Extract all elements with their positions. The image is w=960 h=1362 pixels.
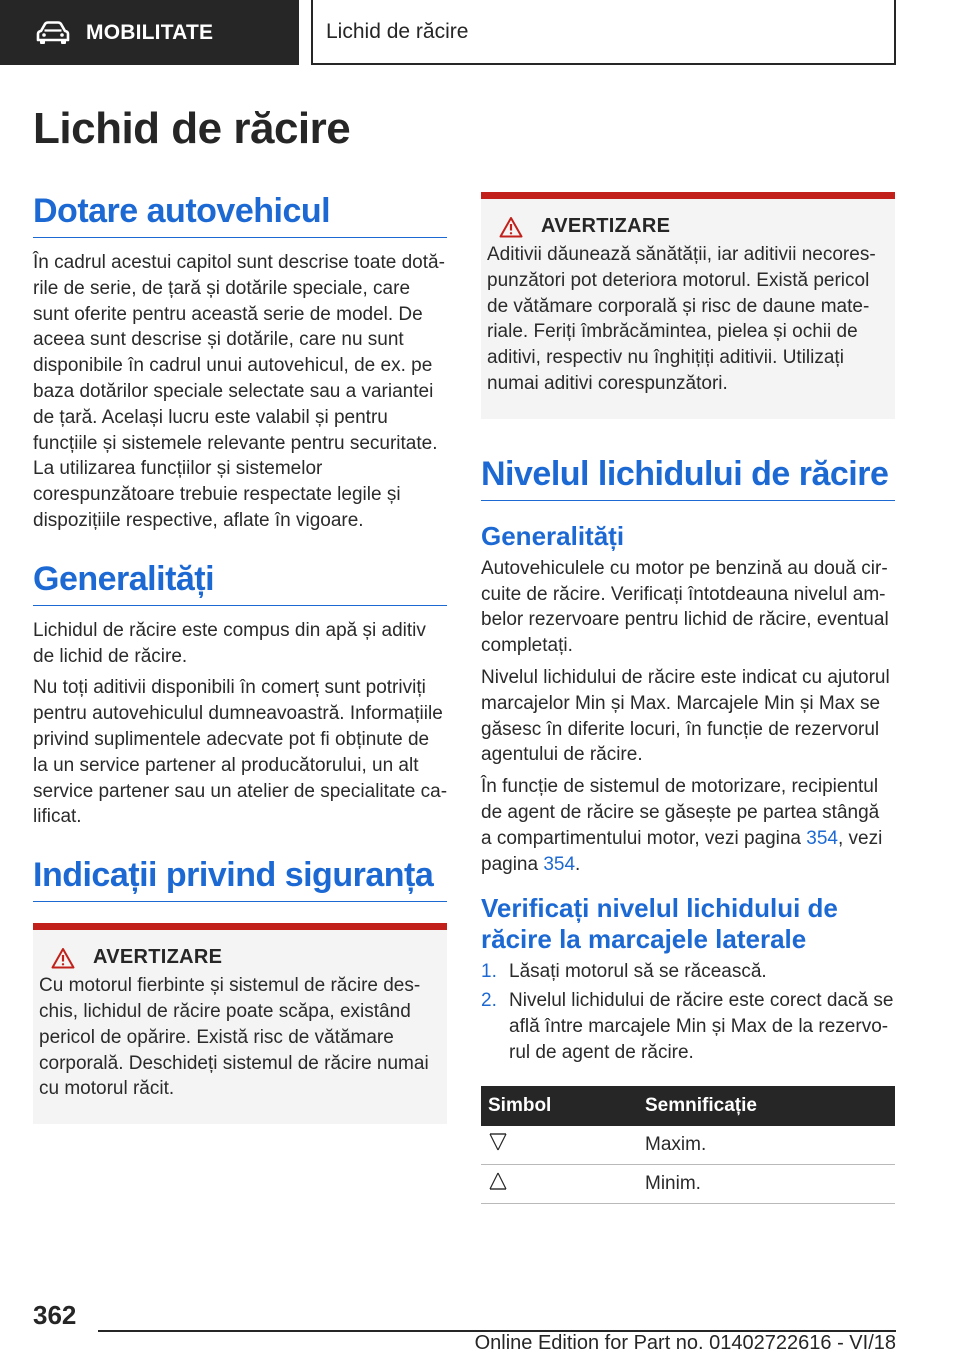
warning-text: Aditivii dăunează sănătății, iar aditivii necorespunzători pot deteriora motorul. Există pericol de vătămare corporală și risc de daune materiale. Feriți îmbrăcămintea, pielea și ochii de aditivi, respectiv nu înghițiți aditivii. Utilizați numai aditivi corespunzători. [487,244,876,394]
header-topic-label: Lichid de răcire [326,19,469,43]
warning-header [39,946,437,969]
page-number: 362 [33,1300,77,1330]
section-heading-siguranta: Indicații privind siguranța [33,852,447,902]
min-mark-icon [488,1171,508,1191]
subheading-verificare: Verificați nivelul lichidului de răcire la marcajele laterale [481,893,838,955]
subheading-generalitati: Generalități [481,520,625,551]
warning-label: AVERTIZARE [541,215,671,237]
paragraph-circuite: Autovehiculele cu motor pe benzină au două circuite de răcire. Verificați întotdeauna nivelul ambelor rezervoare pentru lichid de răcire, eventual completați. [481,557,889,657]
paragraph-marcaje: Nivelul lichidului de răcire este indicat cu ajutorul marcajelor Min și Max. Marcajele Min și Max se găsesc în diferite locuri, în funcție de rezervorul agentului de răcire. [481,666,890,766]
warning-box-scalding [33,923,447,1124]
warning-triangle-icon [51,947,75,969]
section-heading-dotare: Dotare autovehicul [33,188,447,238]
page-reference-link[interactable]: 354 [806,827,838,849]
warning-header [487,215,885,238]
page-title: Lichid de răcire [33,104,351,153]
step-text: Nivelul lichidului de răcire este corect dacă se află între marcajele Min și Max de la rezervorul de agent de răcire. [509,990,894,1063]
max-mark-icon [488,1132,508,1152]
section-heading-generalitati: Generalități [33,556,447,606]
paragraph-aditivi: Nu toți aditivii disponibili în comerț sunt potriviți pentru autovehiculul dumneavoastră. Informațiile privind suplimentele adecvate pot fi obținute de la un service partener al producătorului, un alt service partener sau un atelier de specialitate calificat. [33,677,448,828]
step-number: 1. [481,961,497,983]
table-header-row [481,1086,895,1126]
table-row [481,1165,895,1204]
page-reference-link[interactable]: 354 [543,853,576,875]
left-column [33,188,447,1124]
step-text: Lăsați motorul să se răcească. [509,961,767,983]
steps-list [481,959,895,1065]
footer-edition-text: Online Edition for Part no. 01402722616 - VI/18 [474,1332,896,1354]
symbol-table [481,1086,895,1205]
column-header-meaning: Semnificație [638,1086,895,1126]
header-topic [311,0,896,65]
section-heading-nivel: Nivelul lichidului de răcire [481,451,895,501]
meaning-cell: Minim. [638,1165,895,1204]
right-column [481,192,895,1204]
step-item [481,988,895,1065]
step-item [481,959,895,985]
symbol-cell [481,1126,638,1165]
car-icon [36,21,70,45]
step-number: 2. [481,990,497,1012]
warning-triangle-icon [499,216,523,238]
warning-text: Cu motorul fierbinte și sistemul de răcire deschis, lichidul de răcire poate scăpa, existând pericol de opărire. Există risc de vătămare corporală. Deschideți sistemul de răcire numai cu motorul răcit. [39,975,429,1100]
header-section-label: MOBILITATE [86,20,214,44]
column-header-symbol: Simbol [481,1086,638,1126]
symbol-cell [481,1165,638,1204]
table-row [481,1126,895,1165]
warning-label: AVERTIZARE [93,946,223,969]
paragraph-recipient: În funcție de sistemul de motorizare, recipientul de agent de răcire se găsește pe partea stângă a compartimentului motor, vezi pagina 354, vezi pagina 354. [481,776,883,875]
warning-box-additives [481,192,895,419]
paragraph-compozitie: Lichidul de răcire este compus din apă și aditiv de lichid de răcire. [33,619,426,667]
paragraph-dotare: În cadrul acestui capitol sunt descrise toate dotările de serie, de țară și dotările speciale, care sunt oferite pentru această serie de model. De aceea sunt descrise și dotările, care nu sunt disponibile în cadrul unui autovehicul, de ex. pe baza dotărilor speciale selectate sau a variantei de țară. Același lucru este valabil și pentru funcțiile și sistemele relevante pentru securitate. La utilizarea funcțiilor și sistemelor corespunzătoare trebuie respectate legile și dispozițiile respective, aflate în vigoare. [33,252,445,531]
header-section-tab[interactable] [0,0,299,65]
meaning-cell: Maxim. [638,1126,895,1165]
